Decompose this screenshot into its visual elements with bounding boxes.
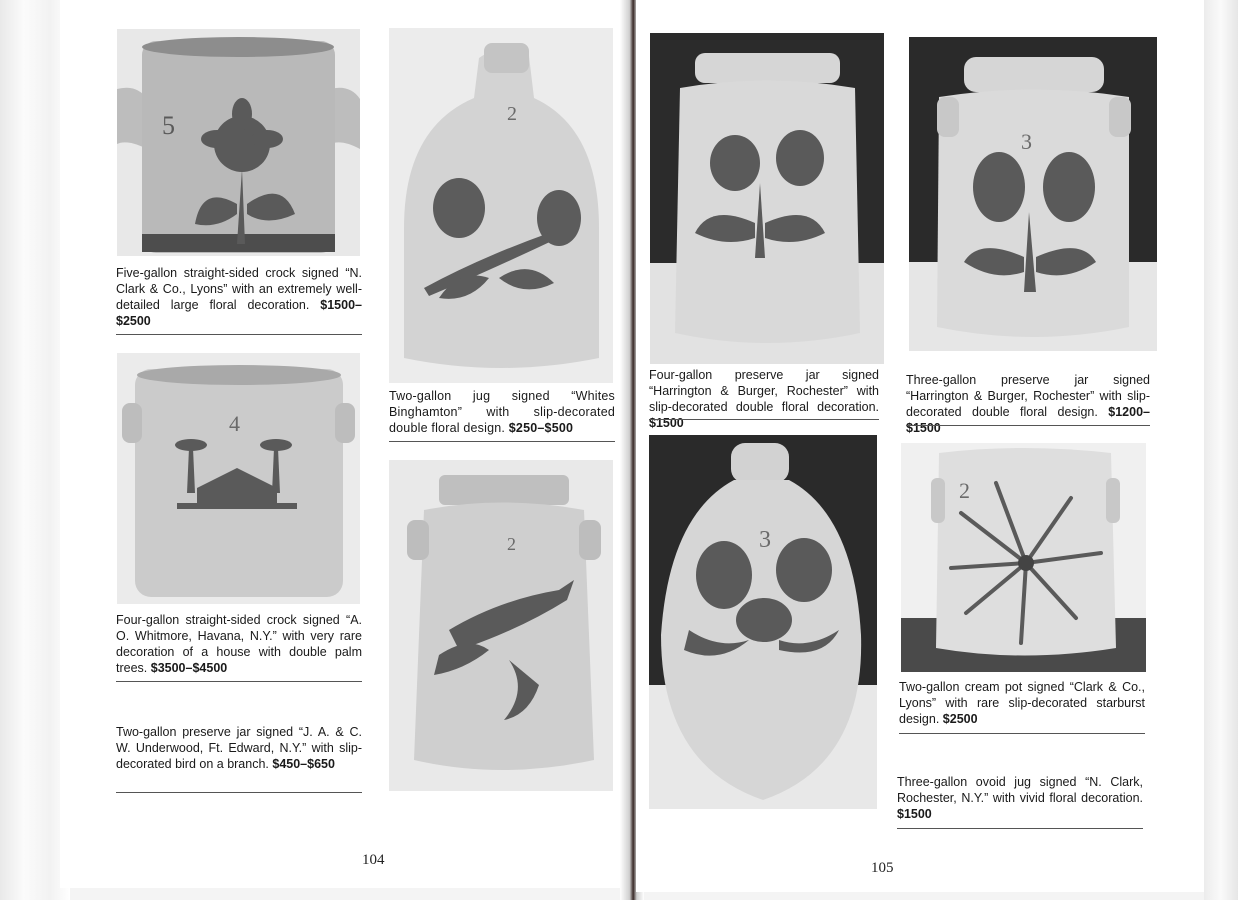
right-page-edges <box>1204 0 1238 900</box>
page-number-right: 105 <box>871 860 894 876</box>
caption-text: Four-gallon straight-sided crock signed “A. O. Whitmore, Havana, N.Y.” with very rare decoration of a house with double palm trees. <box>116 613 362 675</box>
price: $1200–$1500 <box>906 405 1150 435</box>
photo-two-gallon-jug <box>389 28 613 383</box>
photo-two-gallon-cream-pot <box>901 443 1146 672</box>
caption-five-gallon-crock <box>116 265 362 329</box>
gallon-mark: 2 <box>507 103 517 125</box>
photo-four-gallon-crock-house <box>117 353 360 604</box>
jar-illustration <box>650 33 884 364</box>
jar-illustration <box>909 37 1157 351</box>
pot-illustration <box>901 443 1146 672</box>
photo-three-gallon-ovoid-jug <box>649 435 877 809</box>
caption-text: Four-gallon preserve jar signed “Harrington & Burger, Rochester” with slip-decorated double floral decoration. <box>649 368 879 414</box>
photo-four-gallon-preserve-jar <box>650 33 884 364</box>
caption-two-gallon-jug <box>389 388 615 436</box>
caption-text: Three-gallon ovoid jug signed “N. Clark, Rochester, N.Y.” with vivid floral decoration. <box>897 775 1143 805</box>
gallon-mark: 3 <box>1021 129 1032 154</box>
divider <box>116 334 362 335</box>
divider <box>897 828 1143 829</box>
caption-two-gallon-preserve-jar <box>116 724 362 772</box>
divider <box>899 733 1145 734</box>
price: $1500–$2500 <box>116 298 362 328</box>
gallon-mark: 3 <box>759 527 771 553</box>
caption-text: Two-gallon preserve jar signed “J. A. & C. W. Underwood, Ft. Edward, N.Y.” with slip-decorated bird on a branch. <box>116 725 362 771</box>
gallon-mark: 2 <box>959 478 970 503</box>
jug-illustration <box>389 28 613 383</box>
divider <box>389 441 615 442</box>
caption-text: Five-gallon straight-sided crock signed “N. Clark & Co., Lyons” with an extremely well-detailed large floral decoration. <box>116 266 362 312</box>
jar-illustration <box>389 460 613 791</box>
caption-two-gallon-cream-pot <box>899 679 1145 727</box>
caption-four-gallon-crock <box>116 612 362 676</box>
price: $2500 <box>942 712 978 726</box>
price: $450–$650 <box>272 757 335 771</box>
caption-three-gallon-ovoid-jug <box>897 774 1143 822</box>
photo-five-gallon-crock <box>117 29 360 256</box>
photo-two-gallon-preserve-jar <box>389 460 613 791</box>
caption-four-gallon-preserve-jar <box>649 367 879 431</box>
caption-text: Two-gallon jug signed “Whites Binghamton” with slip-decorated double floral design. <box>389 389 615 435</box>
divider <box>649 419 879 420</box>
jug-illustration <box>649 435 877 809</box>
gallon-mark: 4 <box>229 411 240 436</box>
photo-three-gallon-preserve-jar <box>909 37 1157 351</box>
price: $1500 <box>897 807 932 821</box>
crock-illustration <box>117 353 360 604</box>
divider <box>116 792 362 793</box>
crock-illustration <box>117 29 360 256</box>
caption-text: Three-gallon preserve jar signed “Harrington & Burger, Rochester” with slip-decorated double floral design. <box>906 373 1150 419</box>
price: $3500–$4500 <box>150 661 228 675</box>
divider <box>906 425 1150 426</box>
gallon-mark: 5 <box>162 111 175 140</box>
caption-three-gallon-preserve-jar <box>906 372 1150 436</box>
price: $250–$500 <box>508 421 574 435</box>
caption-text: Two-gallon cream pot signed “Clark & Co., Lyons” with rare slip-decorated starburst design. <box>899 680 1145 726</box>
gallon-mark: 2 <box>507 534 516 554</box>
price: $1500 <box>649 416 684 430</box>
divider <box>116 681 362 682</box>
page-number-left: 104 <box>362 852 385 868</box>
